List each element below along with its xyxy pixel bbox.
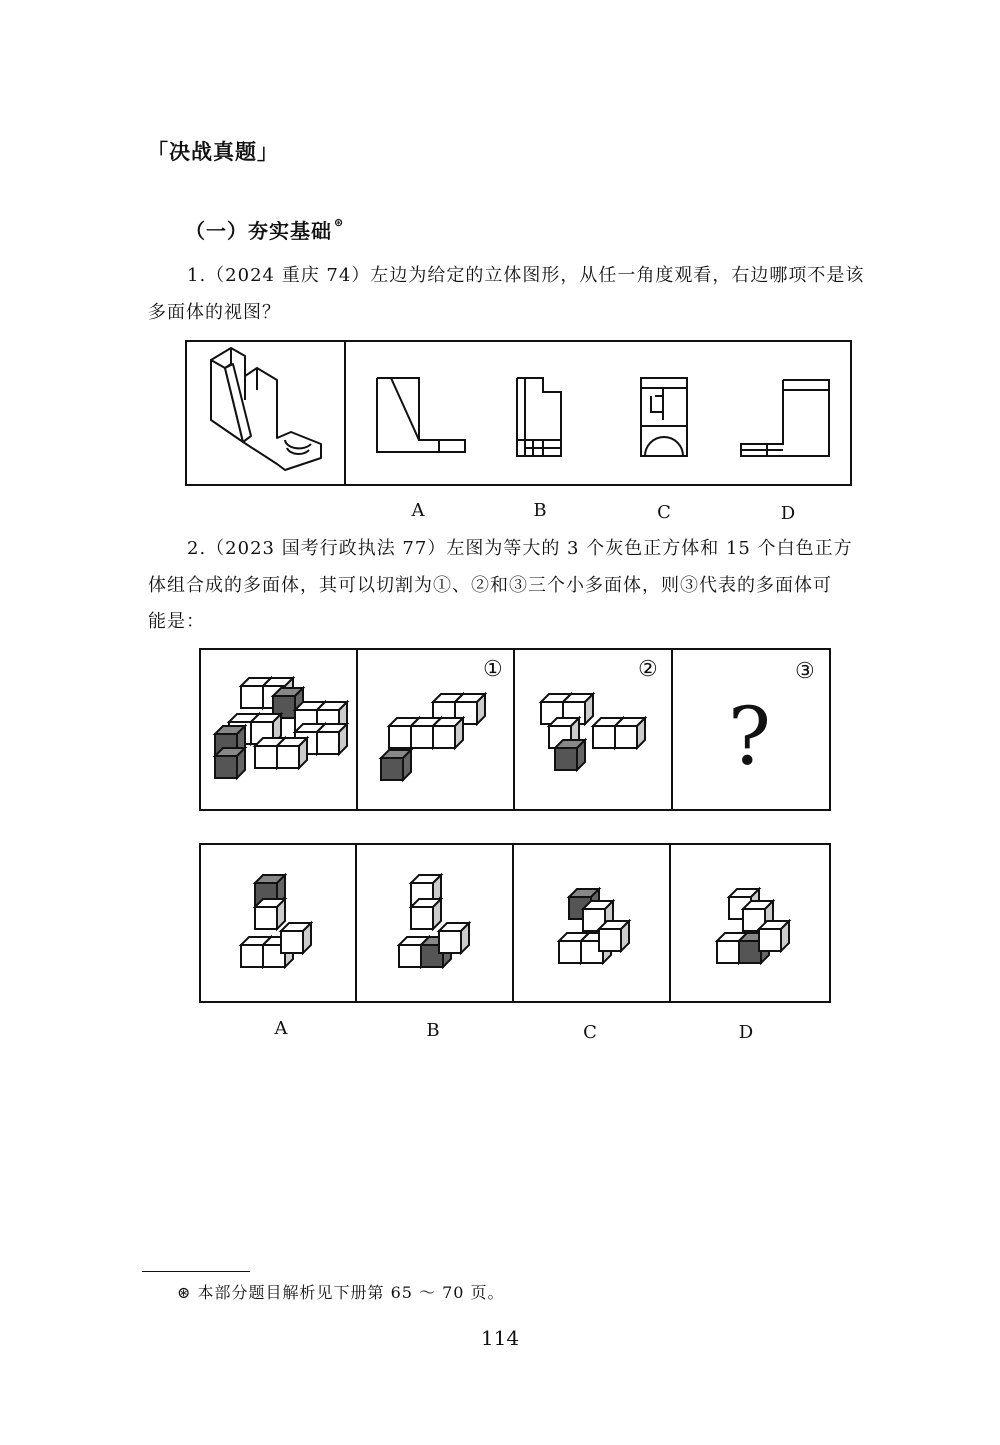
- q2-option-a-solid[interactable]: [241, 875, 311, 967]
- q2-option-d-solid[interactable]: [717, 889, 789, 963]
- q2-option-c-solid[interactable]: [559, 889, 629, 963]
- q1-option-a-view: [377, 378, 465, 452]
- q2-option-c-label[interactable]: C: [583, 1022, 597, 1043]
- q2-stem-line1: 2.（2023 国考行政执法 77）左图为等大的 3 个灰色正方体和 15 个白色正方: [187, 538, 853, 559]
- subsection-title-text: （一）夯实基础: [185, 219, 332, 243]
- q2-part-2-solid: [541, 694, 645, 770]
- q2-option-b-label[interactable]: B: [426, 1020, 440, 1041]
- q1-solid-drawing: [211, 348, 321, 470]
- q2-part-1-solid: [381, 694, 485, 780]
- q2-stem-line2: 体组合成的多面体，其可以切割为①、②和③三个小多面体，则③代表的多面体可: [148, 575, 832, 596]
- footnote-mark-icon: ⊛: [334, 216, 345, 229]
- q1-option-c-view: [641, 378, 687, 456]
- q1-option-b-label[interactable]: B: [533, 500, 547, 521]
- q2-option-d-label[interactable]: D: [738, 1022, 754, 1043]
- q2-panel-label-2: ②: [638, 657, 658, 682]
- q1-option-c-label[interactable]: C: [657, 502, 671, 523]
- q1-option-b-view: [517, 378, 561, 456]
- q2-panel-label-1: ①: [483, 657, 503, 682]
- q1-figure: [185, 340, 853, 488]
- footnote-divider: [142, 1271, 250, 1272]
- subsection-title: [185, 215, 344, 244]
- q2-stem-line3: 能是：: [148, 611, 205, 632]
- page-number: 114: [480, 1326, 520, 1350]
- q2-panel-label-3: ③: [795, 659, 815, 684]
- q2-option-a-label[interactable]: A: [274, 1018, 288, 1039]
- q1-option-d-label[interactable]: D: [780, 503, 796, 524]
- q2-options-figure: [199, 843, 833, 1007]
- q1-stem-line2: 多面体的视图？: [148, 302, 281, 323]
- q2-full-solid: [215, 678, 347, 778]
- q1-option-a-label[interactable]: A: [411, 500, 425, 521]
- footnote-text: ⊛ 本部分题目解析见下册第 65 ～ 70 页。: [177, 1283, 505, 1302]
- section-title: 「决战真题」: [147, 140, 279, 164]
- q2-option-b-solid[interactable]: [399, 875, 469, 967]
- q1-stem-line1: 1.（2024 重庆 74）左边为给定的立体图形，从任一角度观看，右边哪项不是该: [187, 265, 865, 286]
- q2-unknown-question-mark: ?: [728, 690, 771, 783]
- q1-option-d-view: [741, 380, 829, 456]
